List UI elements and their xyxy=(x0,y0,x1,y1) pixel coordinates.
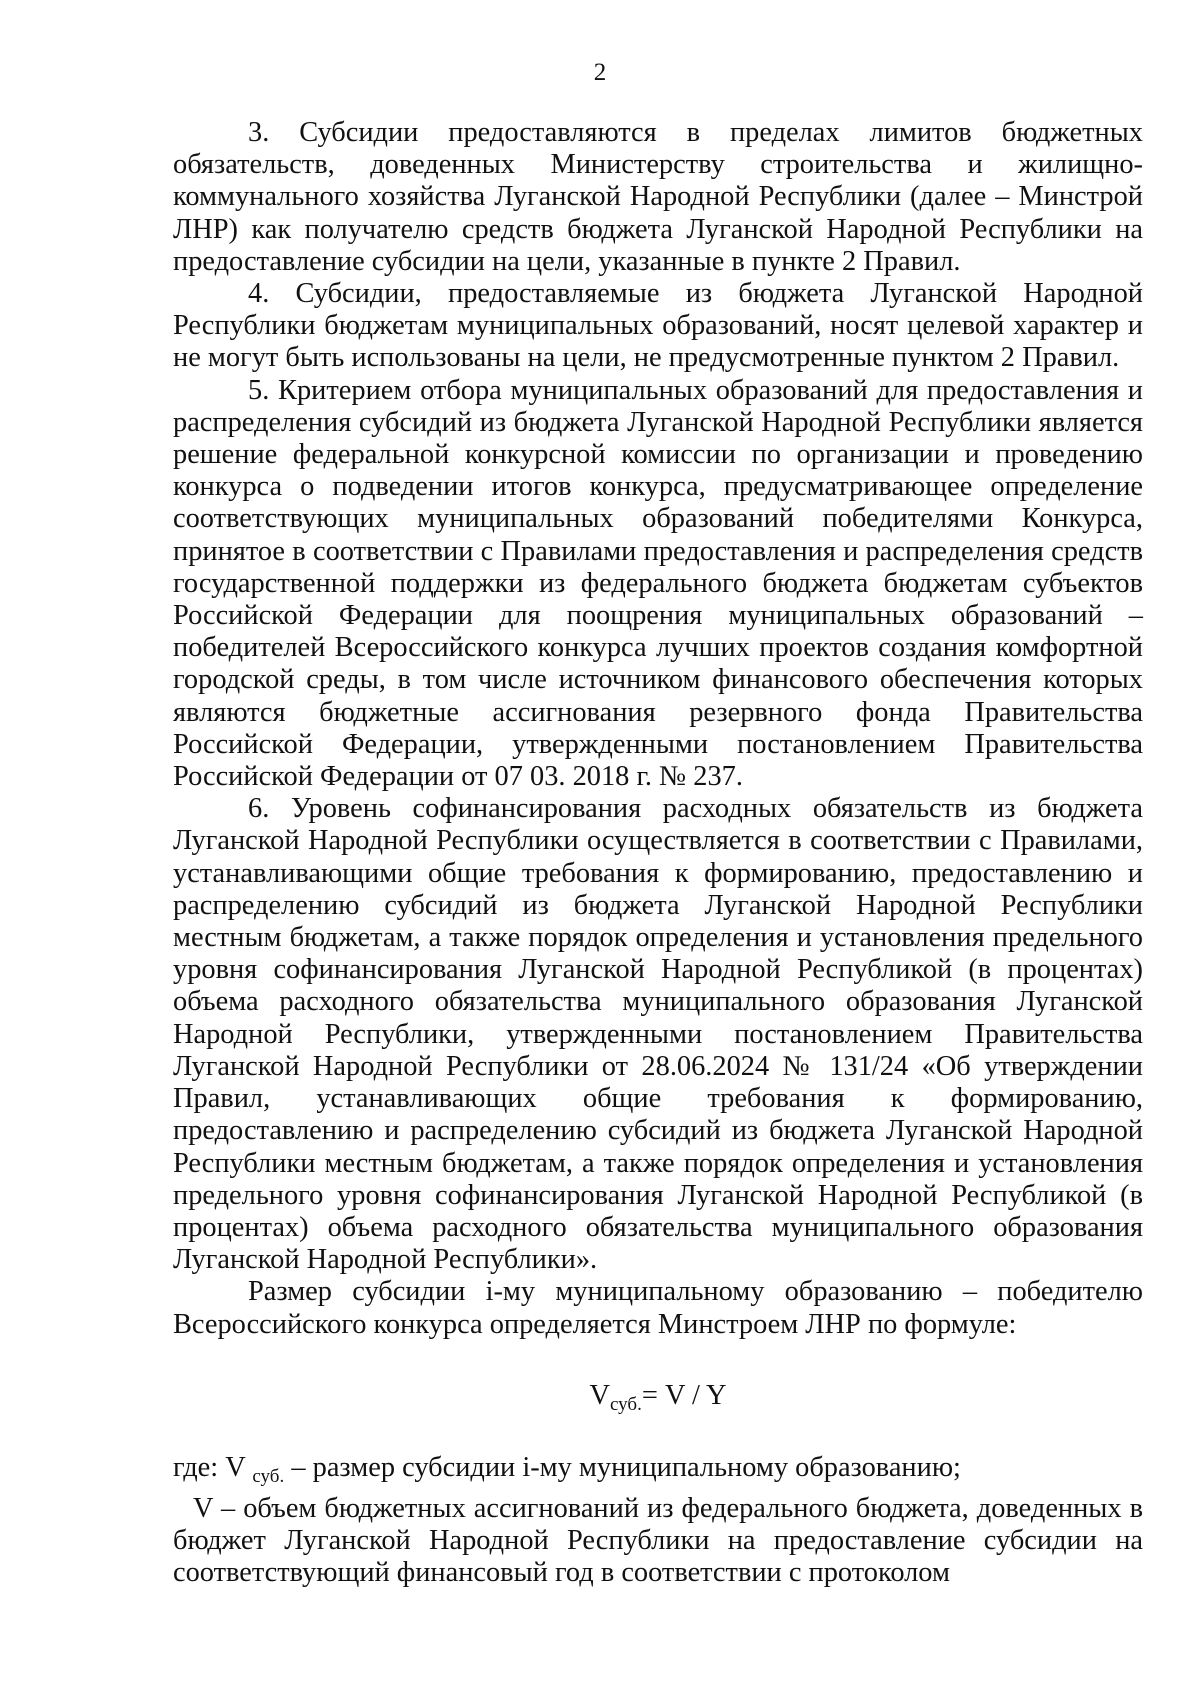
definition-where-text: – размер субсидии i-му муниципальному образованию; xyxy=(291,1451,961,1483)
paragraph-5: 5. Критерием отбора муниципальных образований для предоставления и распределения субсидий из бюджета Луганской Народной Республики является решение федеральной конкурсной комиссии по организации и проведению конкурса о подведении итогов конкурса, предусматривающее определение соответствующих муниципальных образований победителями Конкурса, принятое в соответствии с Правилами предоставления и распределения средств государственной поддержки из федерального бюджета бюджетам субъектов Российской Федерации для поощрения муниципальных образований – победителей Всероссийского конкурса лучших проектов создания комфортной городской среды, в том числе источником финансового обеспечения которых являются бюджетные ассигнования резервного фонда Правительства Российской Федерации, утвержденными постановлением Правительства Российской Федерации от 07 03. 2018 г. № 237. xyxy=(173,374,1143,793)
paragraph-subsidy-size: Размер субсидии i-му муниципальному образованию – победителю Всероссийского конкурса определяется Минстроем ЛНР по формуле: xyxy=(173,1276,1143,1340)
formula-lhs-subscript: суб. xyxy=(610,1393,642,1415)
paragraph-6: 6. Уровень софинансирования расходных обязательств из бюджета Луганской Народной Республики осуществляется в соответствии с Правилами, устанавливающими общие требования к формированию, предоставлению и распределению субсидий из бюджета Луганской Народной Республики местным бюджетам, а также порядок определения и установления предельного уровня софинансирования Луганской Народной Республикой (в процентах) объема расходного обязательства муниципального образования Луганской Народной Республики, утвержденными постановлением Правительства Луганской Народной Республики от 28.06.2024 № 131/24 «Об утверждении Правил, устанавливающих общие требования к формированию, предоставлению и распределению субсидий из бюджета Луганской Народной Республики местным бюджетам, а также порядок определения и установления предельного уровня софинансирования Луганской Народной Республикой (в процентах) объема расходного обязательства муниципального образования Луганской Народной Республики». xyxy=(173,793,1143,1276)
paragraph-3: 3. Субсидии предоставляются в пределах лимитов бюджетных обязательств, доведенных Министерству строительства и жилищно-коммунального хозяйства Луганской Народной Республики (далее – Минстрой ЛНР) как получателю средств бюджета Луганской Народной Республики на предоставление субсидии на цели, указанные в пункте 2 Правил. xyxy=(173,117,1143,277)
subsidy-formula xyxy=(173,1379,1143,1422)
formula-rhs: = V / Y xyxy=(641,1379,727,1411)
document-body xyxy=(173,117,1143,1590)
definition-where-subscript: суб. xyxy=(252,1465,285,1487)
formula-lhs: V xyxy=(589,1379,610,1411)
page-number: 2 xyxy=(593,59,607,86)
definition-where-prefix: где: V xyxy=(173,1451,246,1483)
paragraph-4: 4. Субсидии, предоставляемые из бюджета Луганской Народной Республики бюджетам муниципальных образований, носят целевой характер и не могут быть использованы на цели, не предусмотренные пунктом 2 Правил. xyxy=(173,278,1143,374)
definition-v-sub xyxy=(173,1452,1143,1493)
definition-v: V – объем бюджетных ассигнований из федерального бюджета, доведенных в бюджет Луганской Народной Республики на предоставление субсидии на соответствующий финансовый год в соответствии с протоколом xyxy=(173,1492,1143,1589)
